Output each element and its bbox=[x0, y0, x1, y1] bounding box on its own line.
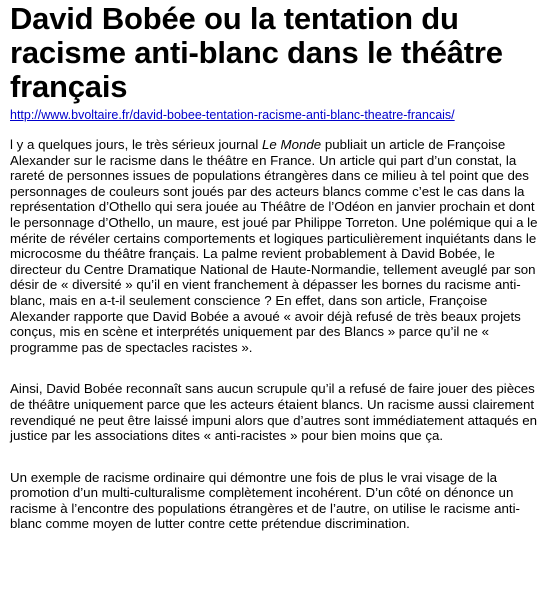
paragraph-1-rest: publiait un article de Françoise Alexander sur le racisme dans le théâtre en France. Un article qui part d’un constat, la rareté de personnes issues de populations étrangères dans ce milieu à tel point que des personnages de couleurs sont joués par des acteurs blancs comme c’est le cas dans la représentation d’Othello qui sera jouée au Théâtre de l’Odéon en janvier prochain et dont le personnage d’Othello, un maure, est joué par Philippe Torreton. Une polémique qui a le mérite de révéler certains comportements et logiques particulièrement inquiétants dans le microcosme du théâtre français. La palme revient probablement à David Bobée, le directeur du Centre Dramatique National de Haute-Normandie, tellement aveuglé par son désir de « diversité » qu’il en vient franchement à dépasser les bornes du racisme anti-blanc, mais en a-t-il seulement conscience ? En effet, dans son article, Françoise Alexander rapporte que David Bobée a avoué « avoir déjà refusé de très beaux projets conçus, mis en scène et interprétés uniquement par des Blancs » parce qu’il ne « programme pas de spectacles racistes ». bbox=[10, 137, 538, 355]
paragraph-1 bbox=[10, 137, 543, 355]
article-title: David Bobée ou la tentation du racisme anti-blanc dans le théâtre français bbox=[10, 1, 503, 104]
paragraph-2: Ainsi, David Bobée reconnaît sans aucun scrupule qu’il a refusé de faire jouer des pièces de théâtre uniquement parce que les acteurs étaient blancs. Un racisme aussi clairement revendiqué ne peut être laissé impuni alors que d’autres sont immédiatement attaqués en justice par les associations dites « anti-racistes » pour bien moins que ça. bbox=[10, 381, 538, 444]
paragraph-3: Un exemple de racisme ordinaire qui démontre une fois de plus le vrai visage de la promotion d’un multi-culturalisme complètement incohérent. D’un côté on dénonce un racisme à l’encontre des populations étrangères et de l’autre, on utilise le racisme anti-blanc comme moyen de lutter contre cette prétendue discrimination. bbox=[10, 469, 520, 532]
source-link[interactable]: http://www.bvoltaire.fr/david-bobee-tentation-racisme-anti-blanc-theatre-francais/ bbox=[10, 108, 455, 122]
newspaper-name: Le Monde bbox=[262, 137, 322, 152]
article-body bbox=[10, 137, 543, 532]
article bbox=[10, 0, 543, 558]
paragraph-1-lead: l y a quelques jours, le très sérieux journal bbox=[10, 137, 263, 152]
